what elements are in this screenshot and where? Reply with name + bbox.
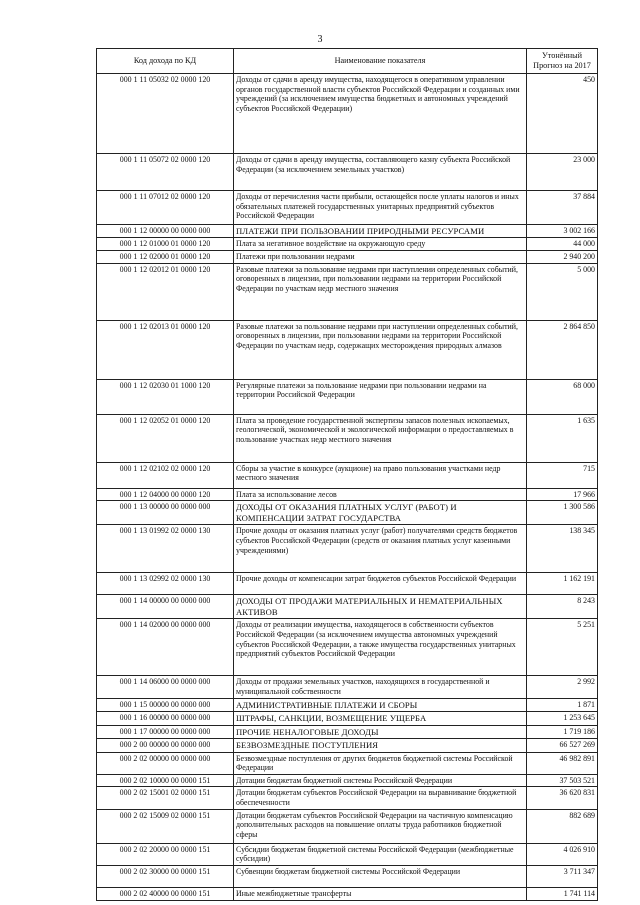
- row-code: 000 1 12 02000 01 0000 120: [97, 251, 234, 264]
- row-code: 000 2 02 00000 00 0000 000: [97, 752, 234, 774]
- row-name: Разовые платежи за пользование недрами при наступлении определенных событий, оговоренных в лицензии, при пользовании недрами на территории Российской Федерации по участкам недр, содержащих месторождения природных алмазов: [234, 320, 527, 379]
- table-body: [97, 74, 598, 901]
- row-amount: 2 864 850: [527, 320, 598, 379]
- row-name: Иные межбюджетные трансферты: [234, 888, 527, 901]
- row-code: 000 1 15 00000 00 0000 000: [97, 698, 234, 711]
- row-amount: 46 982 891: [527, 752, 598, 774]
- row-code: 000 2 02 20000 00 0000 151: [97, 843, 234, 865]
- row-amount: 3 002 166: [527, 225, 598, 238]
- row-amount: 450: [527, 74, 598, 154]
- row-code: 000 1 12 02030 01 1000 120: [97, 379, 234, 414]
- table-row: [97, 809, 598, 843]
- row-amount: 1 871: [527, 698, 598, 711]
- row-name: ШТРАФЫ, САНКЦИИ, ВОЗМЕЩЕНИЕ УЩЕРБА: [234, 712, 527, 725]
- revenue-table: [96, 48, 598, 901]
- row-name: Субсидии бюджетам бюджетной системы Российской Федерации (межбюджетные субсидии): [234, 843, 527, 865]
- table-row: [97, 698, 598, 711]
- table-row: [97, 595, 598, 619]
- table-row: [97, 843, 598, 865]
- table-row: [97, 251, 598, 264]
- table-row: [97, 712, 598, 725]
- table-row: [97, 74, 598, 154]
- row-name: АДМИНИСТРАТИВНЫЕ ПЛАТЕЖИ И СБОРЫ: [234, 698, 527, 711]
- row-code: 000 1 17 00000 00 0000 000: [97, 725, 234, 738]
- row-name: Дотации бюджетам бюджетной системы Российской Федерации: [234, 774, 527, 787]
- row-code: 000 1 13 01992 02 0000 130: [97, 525, 234, 573]
- table-row: [97, 888, 598, 901]
- row-amount: 1 719 186: [527, 725, 598, 738]
- row-code: 000 1 14 02000 00 0000 000: [97, 619, 234, 676]
- table-row: [97, 676, 598, 698]
- row-amount: 1 635: [527, 414, 598, 462]
- row-code: 000 1 14 06000 00 0000 000: [97, 676, 234, 698]
- row-code: 000 1 16 00000 00 0000 000: [97, 712, 234, 725]
- row-amount: 8 243: [527, 595, 598, 619]
- table-row: [97, 725, 598, 738]
- row-name: Субвенции бюджетам бюджетной системы Российской Федерации: [234, 866, 527, 888]
- row-name: ДОХОДЫ ОТ ОКАЗАНИЯ ПЛАТНЫХ УСЛУГ (РАБОТ) И КОМПЕНСАЦИИ ЗАТРАТ ГОСУДАРСТВА: [234, 501, 527, 525]
- row-amount: 17 966: [527, 488, 598, 501]
- table-row: [97, 263, 598, 320]
- table-row: [97, 225, 598, 238]
- row-amount: 5 000: [527, 263, 598, 320]
- header-name: Наименование показателя: [234, 49, 527, 74]
- header-code: Код дохода по КД: [97, 49, 234, 74]
- table-row: [97, 379, 598, 414]
- row-name: ПРОЧИЕ НЕНАЛОГОВЫЕ ДОХОДЫ: [234, 725, 527, 738]
- row-amount: 5 251: [527, 619, 598, 676]
- row-name: ДОХОДЫ ОТ ПРОДАЖИ МАТЕРИАЛЬНЫХ И НЕМАТЕРИАЛЬНЫХ АКТИВОВ: [234, 595, 527, 619]
- header-forecast: Утонённый Прогноз на 2017: [527, 49, 598, 74]
- table-row: [97, 414, 598, 462]
- row-amount: 1 741 114: [527, 888, 598, 901]
- table-row: [97, 462, 598, 488]
- row-code: 000 1 12 02013 01 0000 120: [97, 320, 234, 379]
- row-name: Доходы от перечисления части прибыли, остающейся после уплаты налогов и иных обязательных платежей государственных унитарных предприятий субъектов Российской Федерации: [234, 191, 527, 225]
- row-amount: 37 503 521: [527, 774, 598, 787]
- row-code: 000 1 12 04000 00 0000 120: [97, 488, 234, 501]
- row-name: Разовые платежи за пользование недрами при наступлении определенных событий, оговоренных в лицензии, при пользовании недрами на территории Российской Федерации по участкам недр местного значения: [234, 263, 527, 320]
- table-row: [97, 501, 598, 525]
- row-code: 000 1 12 01000 01 0000 120: [97, 238, 234, 251]
- row-amount: 2 940 200: [527, 251, 598, 264]
- row-code: 000 1 11 07012 02 0000 120: [97, 191, 234, 225]
- table-row: [97, 154, 598, 191]
- row-code: 000 1 13 00000 00 0000 000: [97, 501, 234, 525]
- table-row: [97, 774, 598, 787]
- table-row: [97, 787, 598, 809]
- row-code: 000 1 13 02992 02 0000 130: [97, 573, 234, 595]
- row-name: Дотации бюджетам субъектов Российской Федерации на частичную компенсацию дополнительных расходов на повышение оплаты труда работников бюджетной сферы: [234, 809, 527, 843]
- table-row: [97, 752, 598, 774]
- table-row: [97, 320, 598, 379]
- table-row: [97, 191, 598, 225]
- row-code: 000 1 12 02052 01 0000 120: [97, 414, 234, 462]
- row-name: Доходы от сдачи в аренду имущества, находящегося в оперативном управлении органов государственной власти субъектов Российской Федерации и созданных ими учреждений (за исключением имущества бюджетных и автономных учреждений субъектов Российской Федерации): [234, 74, 527, 154]
- row-code: 000 2 02 40000 00 0000 151: [97, 888, 234, 901]
- row-name: Безвозмездные поступления от других бюджетов бюджетной системы Российской Федерации: [234, 752, 527, 774]
- row-name: Доходы от реализации имущества, находящегося в собственности субъектов Российской Федерации (за исключением имущества автономных учреждений субъектов Российской Федерации, а также имущества государственных унитарных предприятий субъектов Российской Федерации: [234, 619, 527, 676]
- row-amount: 2 992: [527, 676, 598, 698]
- row-name: Регулярные платежи за пользование недрами при пользовании недрами на территории Российской Федерации: [234, 379, 527, 414]
- row-amount: 3 711 347: [527, 866, 598, 888]
- row-amount: 1 300 586: [527, 501, 598, 525]
- row-name: Дотации бюджетам субъектов Российской Федерации на выравнивание бюджетной обеспеченности: [234, 787, 527, 809]
- table-row: [97, 573, 598, 595]
- row-code: 000 2 02 15009 02 0000 151: [97, 809, 234, 843]
- row-amount: 1 253 645: [527, 712, 598, 725]
- table-row: [97, 866, 598, 888]
- row-code: 000 1 12 02102 02 0000 120: [97, 462, 234, 488]
- row-name: Прочие доходы от оказания платных услуг (работ) получателями средств бюджетов субъектов Российской Федерации (средств от оказания платных услуг казенными учреждениями): [234, 525, 527, 573]
- row-code: 000 1 14 00000 00 0000 000: [97, 595, 234, 619]
- row-name: БЕЗВОЗМЕЗДНЫЕ ПОСТУПЛЕНИЯ: [234, 739, 527, 752]
- row-name: Платежи при пользовании недрами: [234, 251, 527, 264]
- table-header-row: [97, 49, 598, 74]
- row-amount: 68 000: [527, 379, 598, 414]
- row-amount: 36 620 831: [527, 787, 598, 809]
- table-row: [97, 525, 598, 573]
- row-name: Плата за проведение государственной экспертизы запасов полезных ископаемых, геологической, экономической и экологической информации о предоставляемых в пользование участках недр местного значения: [234, 414, 527, 462]
- page-number: 3: [317, 34, 323, 45]
- row-amount: 23 000: [527, 154, 598, 191]
- row-name: Прочие доходы от компенсации затрат бюджетов субъектов Российской Федерации: [234, 573, 527, 595]
- row-amount: 4 026 910: [527, 843, 598, 865]
- row-name: Плата за использование лесов: [234, 488, 527, 501]
- row-amount: 715: [527, 462, 598, 488]
- row-code: 000 1 12 00000 00 0000 000: [97, 225, 234, 238]
- row-name: Доходы от продажи земельных участков, находящихся в государственной и муниципальной собственности: [234, 676, 527, 698]
- row-code: 000 2 00 00000 00 0000 000: [97, 739, 234, 752]
- row-name: Доходы от сдачи в аренду имущества, составляющего казну субъекта Российской Федерации (за исключением земельных участков): [234, 154, 527, 191]
- row-code: 000 2 02 30000 00 0000 151: [97, 866, 234, 888]
- row-amount: 37 884: [527, 191, 598, 225]
- row-amount: 138 345: [527, 525, 598, 573]
- row-code: 000 1 11 05032 02 0000 120: [97, 74, 234, 154]
- row-amount: 1 162 191: [527, 573, 598, 595]
- row-code: 000 1 12 02012 01 0000 120: [97, 263, 234, 320]
- row-name: Плата за негативное воздействие на окружающую среду: [234, 238, 527, 251]
- table-row: [97, 739, 598, 752]
- table-row: [97, 238, 598, 251]
- table-row: [97, 488, 598, 501]
- row-amount: 66 527 269: [527, 739, 598, 752]
- row-name: ПЛАТЕЖИ ПРИ ПОЛЬЗОВАНИИ ПРИРОДНЫМИ РЕСУРСАМИ: [234, 225, 527, 238]
- row-code: 000 1 11 05072 02 0000 120: [97, 154, 234, 191]
- row-amount: 882 689: [527, 809, 598, 843]
- table-row: [97, 619, 598, 676]
- row-amount: 44 000: [527, 238, 598, 251]
- row-code: 000 2 02 10000 00 0000 151: [97, 774, 234, 787]
- row-name: Сборы за участие в конкурсе (аукционе) на право пользования участками недр местного значения: [234, 462, 527, 488]
- row-code: 000 2 02 15001 02 0000 151: [97, 787, 234, 809]
